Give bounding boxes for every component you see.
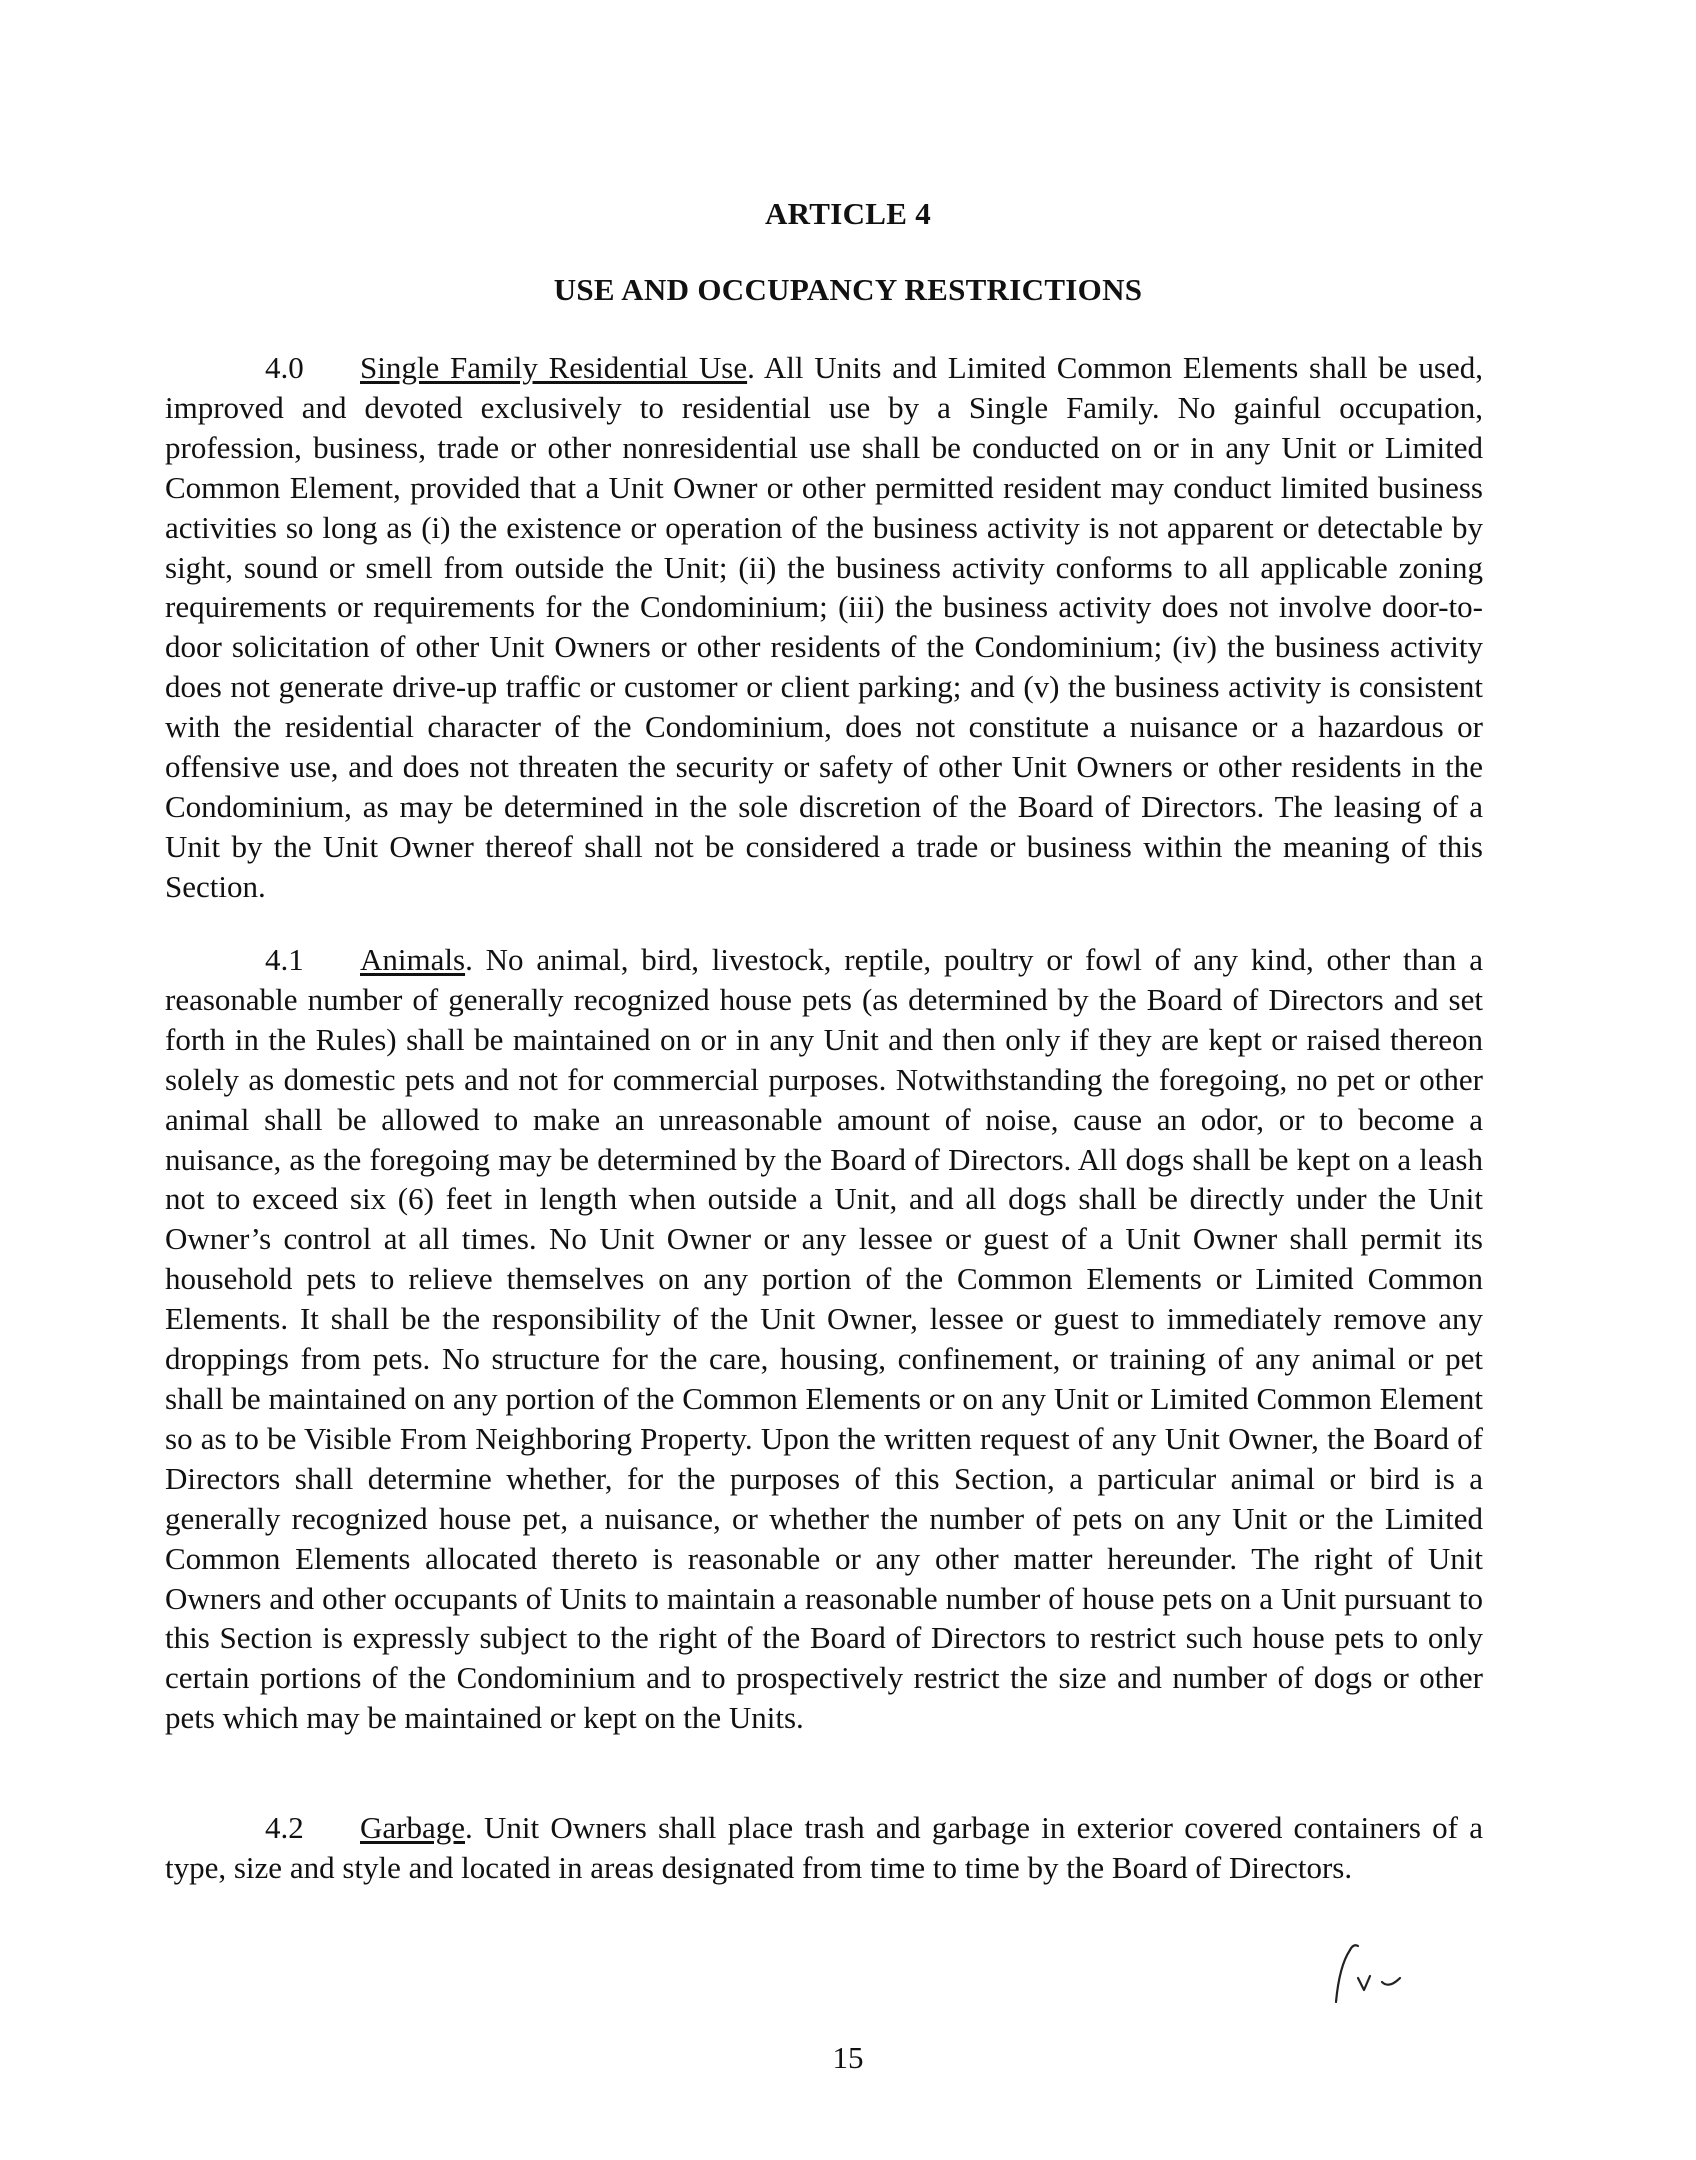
article-subtitle: USE AND OCCUPANCY RESTRICTIONS <box>553 272 1143 307</box>
section-heading: Animals <box>360 942 466 977</box>
section-4-0 <box>165 348 1483 907</box>
section-number: 4.1 <box>265 942 304 977</box>
section-body: . No animal, bird, livestock, reptile, poultry or fowl of any kind, other than a reasonable number of generally recognized house pets (as determined by the Board of Directors and set forth in the Rules) shall be maintained on or in any Unit and then only if they are kept or raised thereon solely as domestic pets and not for commercial purposes. Notwithstanding the foregoing, no pet or other animal shall be allowed to make an unreasonable amount of noise, cause an odor, or to become a nuisance, as the foregoing may be determined by the Board of Directors. All dogs shall be kept on a leash not to exceed six (6) feet in length when outside a Unit, and all dogs shall be directly under the Unit Owner’s control at all times. No Unit Owner or any lessee or guest of a Unit Owner shall permit its household pets to relieve themselves on any portion of the Common Elements or Limited Common Elements. It shall be the responsibility of the Unit Owner, lessee or guest to immediately remove any droppings from pets. No structure for the care, housing, confinement, or training of any animal or pet shall be maintained on any portion of the Common Elements or on any Unit or Limited Common Element so as to be Visible From Neighboring Property. Upon the written request of any Unit Owner, the Board of Directors shall determine whether, for the purposes of this Section, a particular animal or bird is a generally recognized house pet, a nuisance, or whether the number of pets on any Unit or the Limited Common Elements allocated thereto is reasonable or any other matter hereunder. The right of Unit Owners and other occupants of Units to maintain a reasonable number of house pets on a Unit pursuant to this Section is expressly subject to the right of the Board of Directors to restrict such house pets to only certain portions of the Condominium and to prospectively restrict the size and number of dogs or other pets which may be maintained or kept on the Units. <box>165 942 1483 1736</box>
section-body: . Unit Owners shall place trash and garbage in exterior covered containers of a type, size and style and located in areas designated from time to time by the Board of Directors. <box>165 1810 1483 1885</box>
section-heading: Single Family Residential Use <box>360 350 748 385</box>
section-number: 4.0 <box>265 350 304 385</box>
handwritten-initials <box>1328 1940 1418 2010</box>
article-title: ARTICLE 4 <box>764 196 932 231</box>
section-number: 4.2 <box>265 1810 304 1845</box>
page-number: 15 <box>832 2040 864 2075</box>
section-4-2 <box>165 1808 1483 1888</box>
section-4-1 <box>165 940 1483 1738</box>
section-body: . All Units and Limited Common Elements shall be used, improved and devoted exclusively to residential use by a Single Family. No gainful occupation, profession, business, trade or other nonresidential use shall be conducted on or in any Unit or Limited Common Element, provided that a Unit Owner or other permitted resident may conduct limited business activities so long as (i) the existence or operation of the business activity is not apparent or detectable by sight, sound or smell from outside the Unit; (ii) the business activity conforms to all applicable zoning requirements or requirements for the Condominium; (iii) the business activity does not involve door-to-door solicitation of other Unit Owners or other residents of the Condominium; (iv) the business activity does not generate drive-up traffic or customer or client parking; and (v) the business activity is consistent with the residential character of the Condominium, does not constitute a nuisance or a hazardous or offensive use, and does not threaten the security or safety of other Unit Owners or other residents in the Condominium, as may be determined in the sole discretion of the Board of Directors. The leasing of a Unit by the Unit Owner thereof shall not be considered a trade or business within the meaning of this Section. <box>165 350 1483 904</box>
section-heading: Garbage <box>360 1810 465 1845</box>
